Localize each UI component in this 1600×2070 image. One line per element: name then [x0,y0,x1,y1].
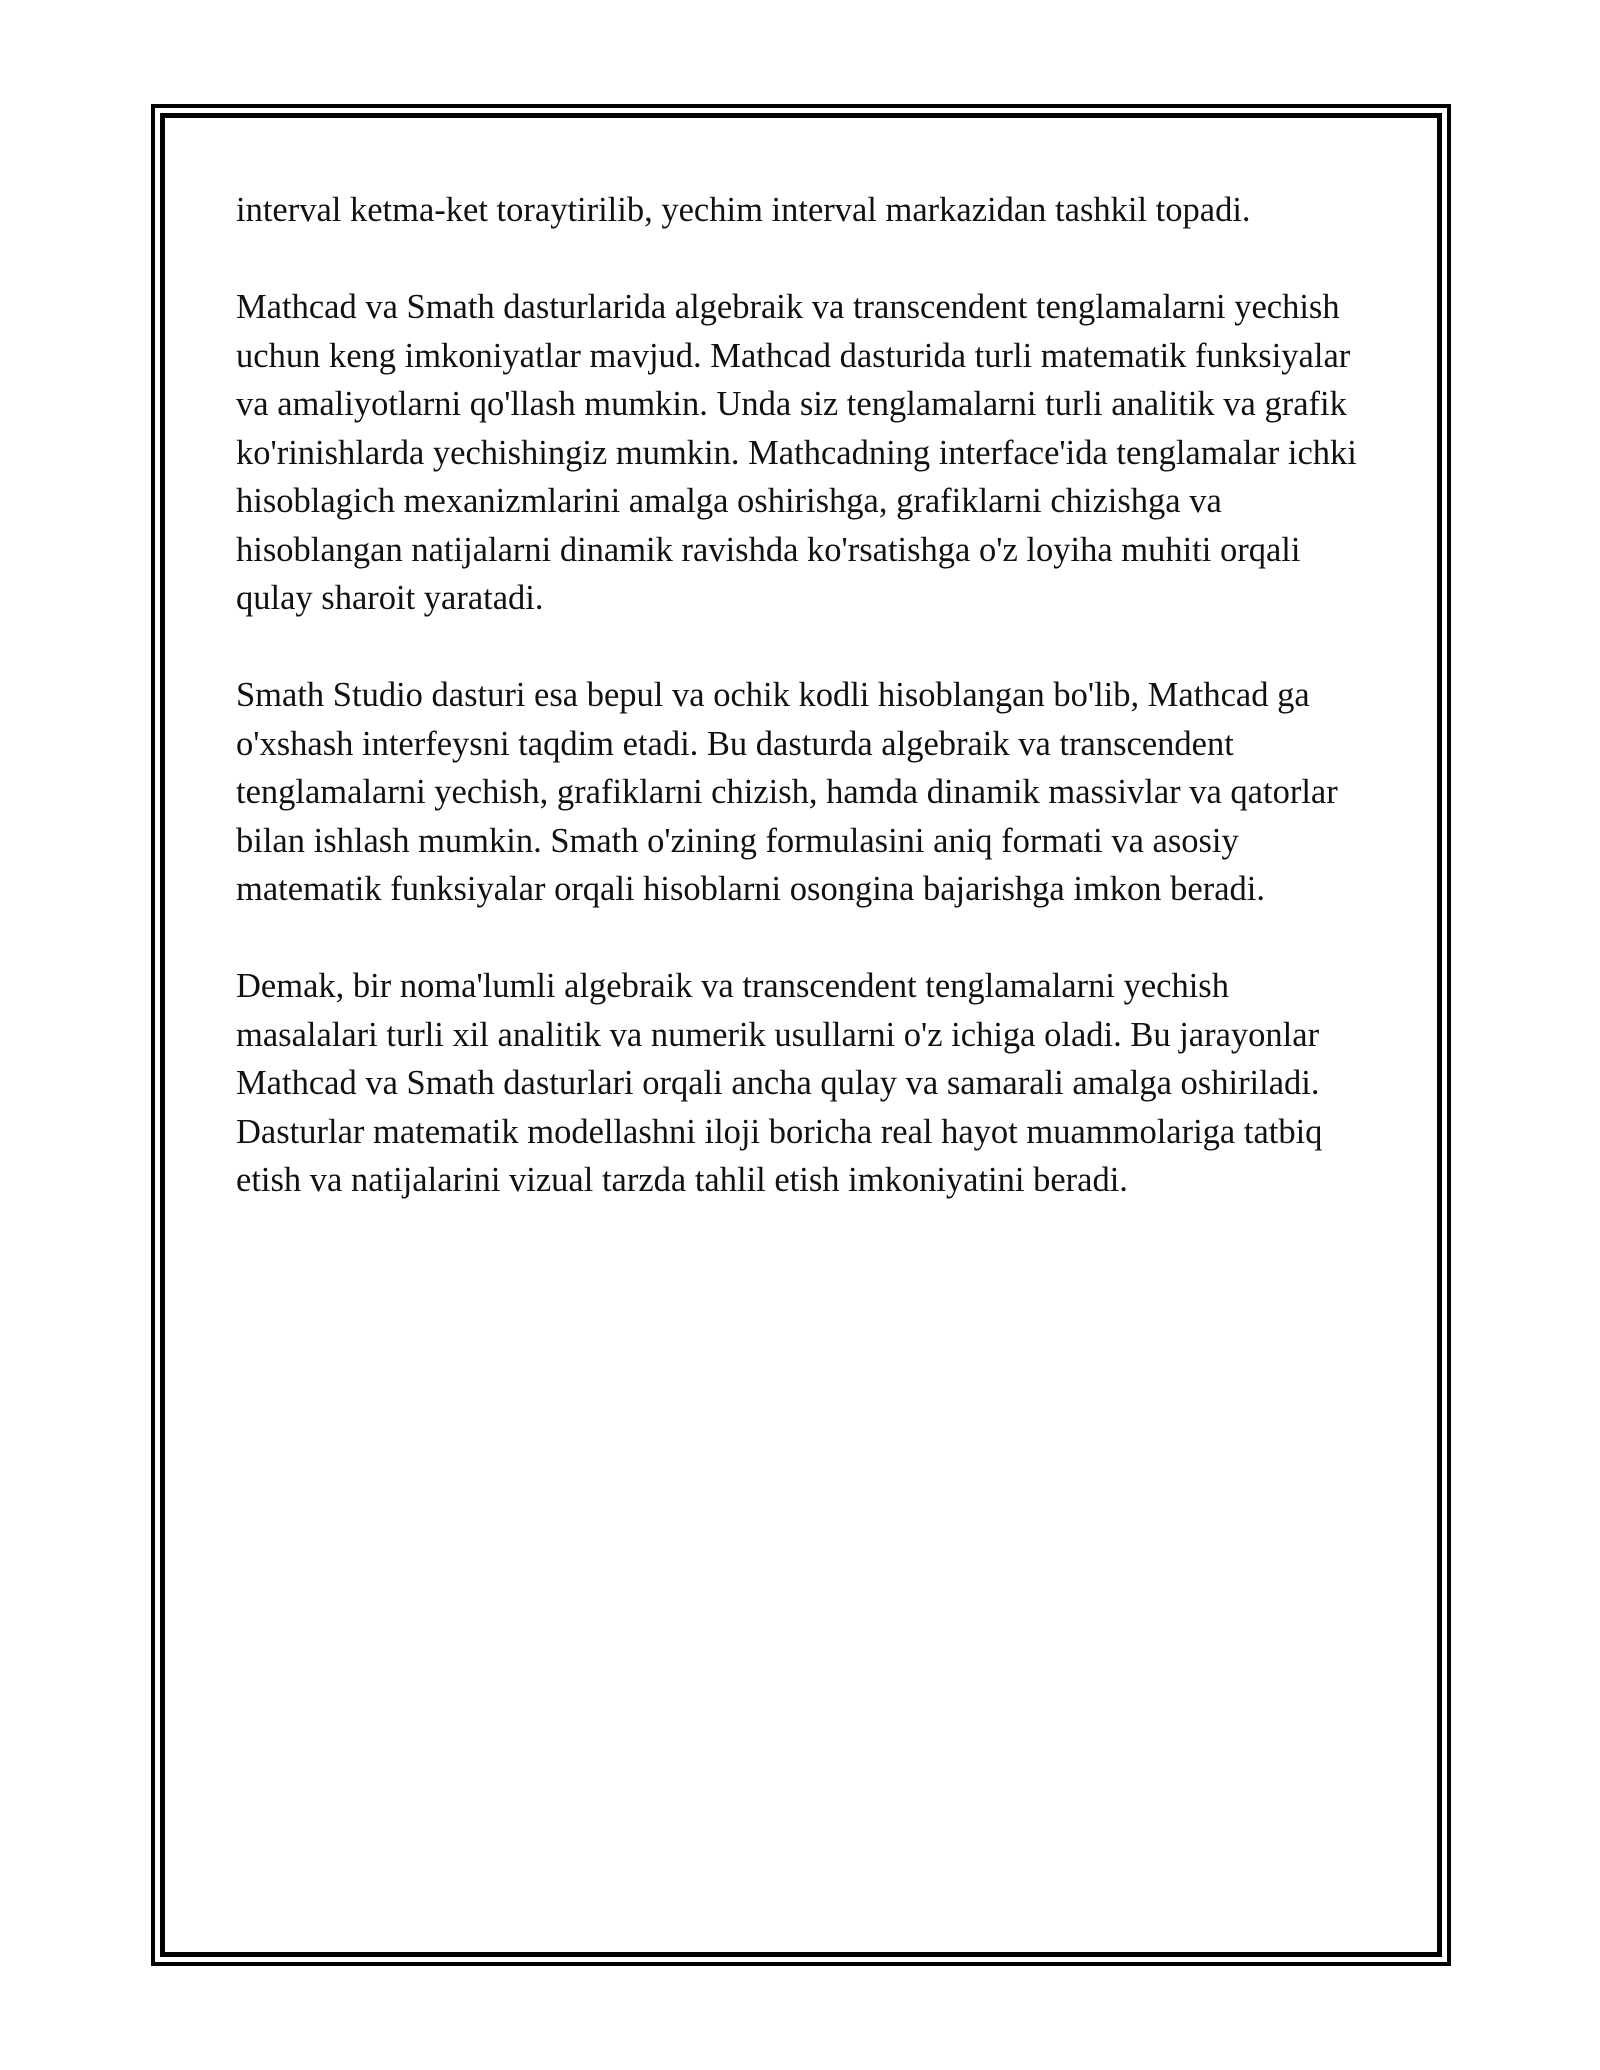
paragraph-mathcad-smath: Mathcad va Smath dasturlarida algebraik va transcendent tenglamalarni yechish uchun keng imkoniyatlar mavjud. Mathcad dasturida turli matematik funksiyalar va amaliyotlarni qo'llash mumkin. Unda siz tenglamalarni turli analitik va grafik ko'rinishlarda yechishingiz mumkin. Mathcadning interface'ida tenglamalar ichki hisoblagich mexanizmlarini amalga oshirishga, grafiklarni chizishga va hisoblangan natijalarni dinamik ravishda ko'rsatishga o'z loyiha muhiti orqali qulay sharoit yaratadi. [236,288,1357,617]
paragraph-smath-studio: Smath Studio dasturi esa bepul va ochik kodli hisoblangan bo'lib, Mathcad ga o'xshash interfeysni taqdim etadi. Bu dasturda algebraik va transcendent tenglamalarni yechish, grafiklarni chizish, hamda dinamik massivlar va qatorlar bilan ishlash mumkin. Smath o'zining formulasini aniq formati va asosiy matematik funksiyalar orqali hisoblarni osongina bajarishga imkon beradi. [236,676,1338,908]
paragraph-interval-conclusion: interval ketma-ket toraytirilib, yechim interval markazidan tashkil topadi. [236,191,1251,229]
paragraph-conclusion: Demak, bir noma'lumli algebraik va transcendent tenglamalarni yechish masalalari turli xil analitik va numerik usullarni o'z ichiga oladi. Bu jarayonlar Mathcad va Smath dasturlari orqali ancha qulay va samarali amalga oshiriladi. Dasturlar matematik modellashni iloji boricha real hayot muammolariga tatbiq etish va natijalarini vizual tarzda tahlil etish imkoniyatini beradi. [236,967,1323,1199]
document-body [236,186,1376,1253]
